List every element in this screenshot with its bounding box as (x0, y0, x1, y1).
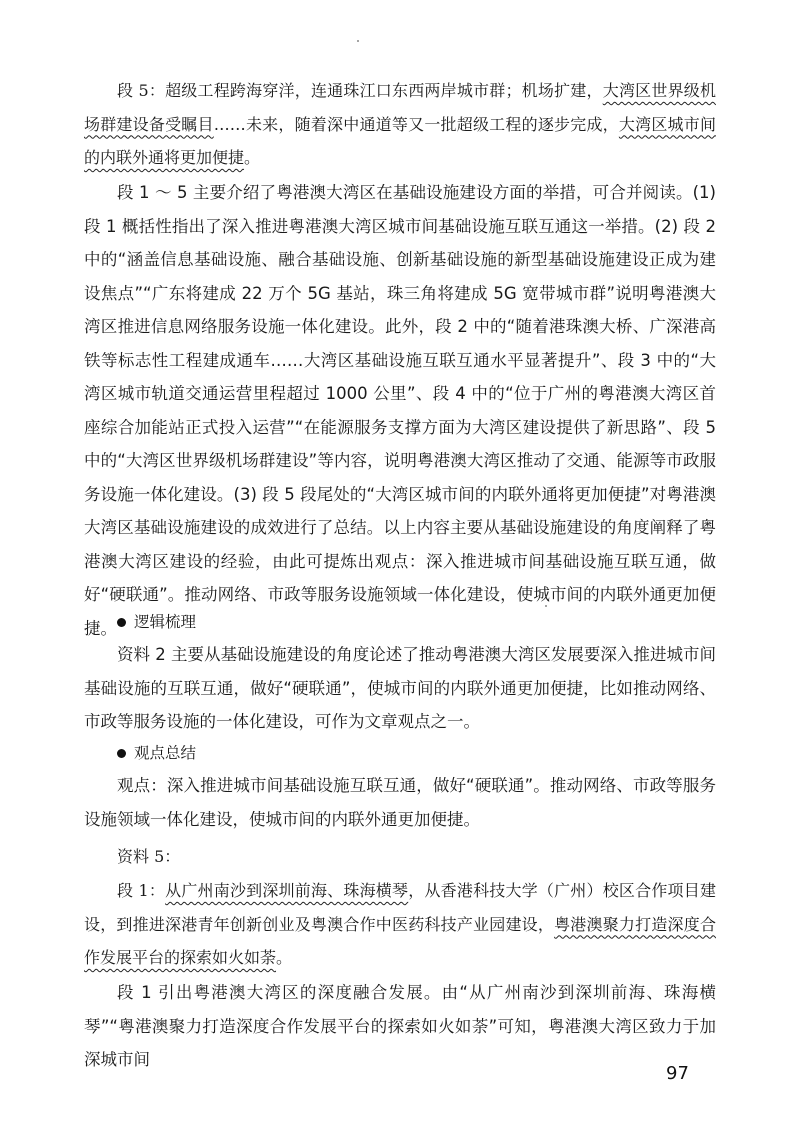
material-label: 资料 5： (117, 847, 181, 866)
bullet-icon (117, 618, 126, 627)
material-paragraph-seg5: 段 5：超级工程跨海穿洋，连通珠江口东西两岸城市群；机场扩建，大湾区世界级机场群建设备受瞩目……未来，随着深中通道等又一批超级工程的逐步完成，大湾区城市间的内联外通将更加便捷。 (84, 81, 716, 167)
wavy-underline-mark: 大湾区城市间的内联外通将更加便捷 (84, 114, 716, 167)
section-heading-logic: 逻辑梳理 (117, 610, 196, 634)
page-number: 97 (666, 1063, 689, 1084)
scan-speck (357, 40, 359, 42)
logic-paragraph: 资料 2 主要从基础设施建设的角度论述了推动粤港澳大湾区发展要深入推进城市间基础设施的互联互通，做好“硬联通”，使城市间的内联外通更加便捷，比如推动网络、市政等服务设施的一体化建设，可作为文章观点之一。 (84, 645, 716, 731)
analysis-paragraph: 段 1 ～ 5 主要介绍了粤港澳大湾区在基础设施建设方面的举措，可合并阅读。(1) 段 1 概括性指出了深入推进粤港澳大湾区城市间基础设施互联互通这一举措。(2) 段 2 中的“涵盖信息基础设施、融合基础设施、创新基础设施的新型基础设施建设正成为建设焦点”“广东将建成 22 万个 5G 基站，珠三角将建成 5G 宽带城市群”说明粤港澳大湾区推进信息网络服务设施一体化建设。此外，段 2 中的“随着港珠澳大桥、广深港高铁等标志性工程建成通车……大湾区基础设施互联互通水平显著提升”、段 3 中的“大湾区城市轨道交通运营里程超过 1000 公里”、段 4 中的“位于广州的粤港澳大湾区首座综合加能站正式投入运营”“在能源服务支撑方面为大湾区建设提供了新思路”、段 5 中的“大湾区世界级机场群建设”等内容，说明粤港澳大湾区推动了交通、能源等市政服务设施一体化建设。(3) 段 5 段尾处的“大湾区城市间的内联外通将更加便捷”对粤港澳大湾区基础设施建设的成效进行了总结。以上内容主要从基础设施建设的角度阐释了粤港澳大湾区建设的经验，由此可提炼出观点：深入推进城市间基础设施互联互通，做好“硬联通”。推动网络、市政等服务设施领域一体化建设，使城市间的内联外通更加便捷。 (84, 183, 716, 638)
bullet-icon (117, 749, 126, 758)
wavy-underline-mark: 粤港澳聚力打造深度合作发展平台的探索如火如荼 (84, 914, 716, 967)
section-heading-view: 观点总结 (117, 741, 196, 765)
wavy-underline-mark: 大湾区世界级机场群建设备受瞩目 (84, 81, 716, 134)
wavy-underline-mark: 从广州南沙到深圳前海、珠海横琴 (165, 881, 409, 900)
closing-paragraph: 段 1 引出粤港澳大湾区的深度融合发展。由“从广州南沙到深圳前海、珠海横琴”“粤港澳聚力打造深度合作发展平台的探索如火如荼”可知，粤港澳大湾区致力于加深城市间 (84, 983, 716, 1069)
view-paragraph: 观点：深入推进城市间基础设施互联互通，做好“硬联通”。推动网络、市政等服务设施领域一体化建设，使城市间的内联外通更加便捷。 (84, 776, 716, 829)
material-paragraph-seg1: 段 1：从广州南沙到深圳前海、珠海横琴，从香港科技大学（广州）校区合作项目建设，到推进深港青年创新创业及粤澳合作中医药科技产业园建设，粤港澳聚力打造深度合作发展平台的探索如火如荼。 (84, 881, 716, 967)
scan-speck (545, 605, 547, 607)
